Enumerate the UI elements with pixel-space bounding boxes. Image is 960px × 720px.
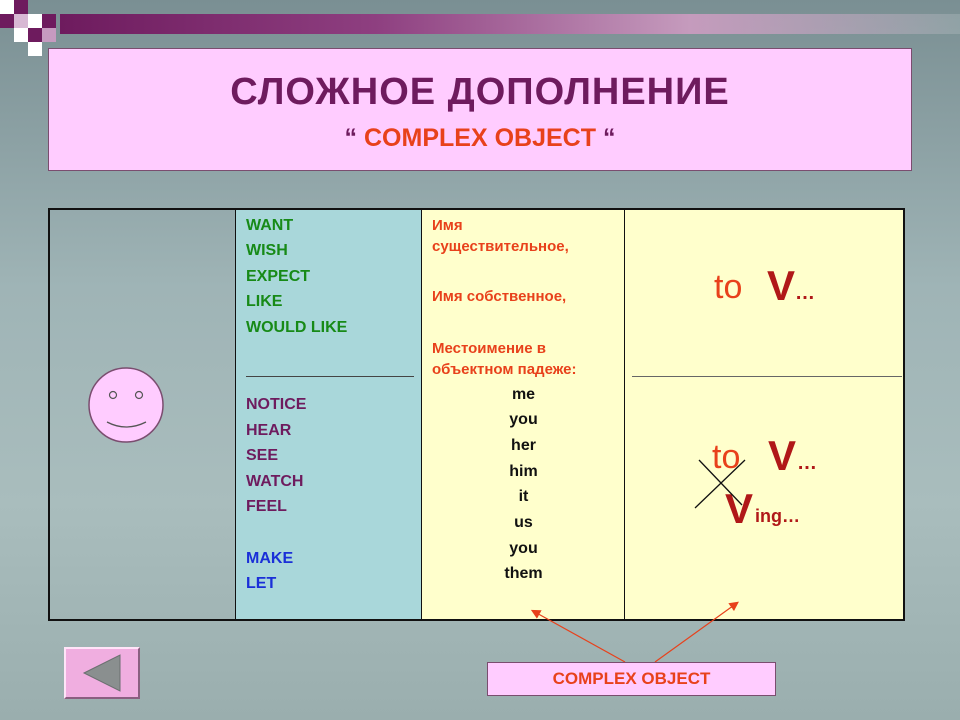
pronoun-me: me — [511, 386, 536, 403]
verb-make: MAKE — [246, 550, 294, 567]
complex-object-label: COMPLEX OBJECT — [487, 662, 776, 696]
dots-bottom: … — [797, 452, 817, 474]
smiley-face-icon — [50, 210, 236, 619]
to-top: to — [714, 268, 743, 306]
open-quote: “ — [344, 124, 358, 152]
title-russian: СЛОЖНОЕ ДОПОЛНЕНИЕ — [230, 71, 730, 113]
verb-see: SEE — [246, 447, 279, 464]
decor-square — [14, 14, 28, 28]
v-top: V — [767, 262, 796, 309]
decor-square — [28, 14, 42, 28]
noun-label-line1: Имя — [432, 217, 463, 234]
title-english — [49, 124, 911, 153]
decor-square — [0, 0, 14, 14]
decor-square — [42, 28, 56, 42]
verb-expect: EXPECT — [246, 268, 311, 285]
decor-square — [14, 0, 28, 14]
pronoun-us: us — [514, 514, 533, 531]
infinitive-column — [625, 210, 903, 619]
proper-noun-label: Имя собственное, — [432, 288, 567, 305]
to-bottom-crossed: to — [712, 438, 741, 476]
verb-wish: WISH — [246, 242, 288, 259]
decor-square — [0, 14, 14, 28]
verb-hear: HEAR — [246, 422, 292, 439]
pronoun-it: it — [518, 488, 529, 505]
title-box — [48, 48, 912, 171]
v-bottom: V — [768, 432, 797, 479]
pronoun-you: you — [509, 411, 538, 428]
top-decor-bar — [60, 14, 960, 34]
cross-out-icon — [625, 210, 903, 619]
title-english-text: COMPLEX OBJECT — [364, 124, 596, 152]
decor-square — [28, 28, 42, 42]
pronoun-label-line2: объектном падеже: — [432, 361, 577, 378]
verb-want: WANT — [246, 217, 294, 234]
verb-like: LIKE — [246, 293, 283, 310]
grammar-table — [48, 208, 905, 621]
verb-watch: WATCH — [246, 473, 304, 490]
ing-suffix: ing… — [755, 506, 800, 526]
decor-square — [28, 42, 42, 56]
verb-would-like: WOULD LIKE — [246, 319, 348, 336]
pronoun-you-plural: you — [509, 540, 538, 557]
back-arrow-icon — [66, 649, 138, 697]
dots-top: … — [795, 282, 815, 304]
decor-square — [42, 14, 56, 28]
pronoun-them: them — [504, 565, 543, 582]
verb-feel: FEEL — [246, 498, 287, 515]
back-button[interactable] — [64, 647, 140, 699]
verbs-column — [236, 210, 422, 619]
v-ing: V — [725, 485, 754, 532]
smiley-column — [50, 210, 236, 619]
verbs-divider — [246, 376, 414, 377]
verb-let: LET — [246, 575, 277, 592]
decor-square — [14, 28, 28, 42]
close-quote: “ — [602, 124, 616, 152]
pronoun-her: her — [511, 437, 536, 454]
verb-notice: NOTICE — [246, 396, 307, 413]
pronoun-label-line1: Местоимение в — [432, 340, 546, 357]
pronoun-him: him — [509, 463, 538, 480]
noun-label-line2: существительное, — [432, 238, 569, 255]
object-column — [422, 210, 625, 619]
